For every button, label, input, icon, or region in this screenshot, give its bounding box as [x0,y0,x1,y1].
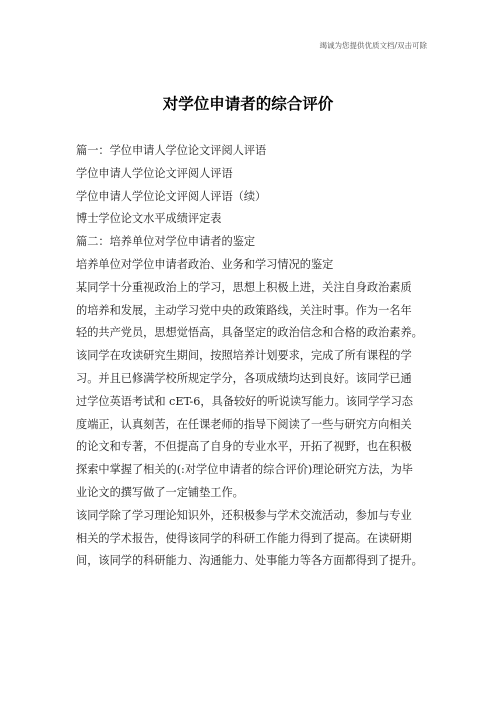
heading-line: 博士学位论文水平成绩评定表 [76,212,222,226]
paragraph-line: 轻的共产党员，思想觉悟高，具备坚定的政治信念和合格的政治素养。 [76,326,423,340]
paragraph-line: 该同学除了学习理论知识外，还积极参与学术交流活动，参加与专业 [76,508,412,522]
document-body [76,140,426,573]
paragraph-line: 该同学在攻读研究生期间，按照培养计划要求，完成了所有课程的学 [76,349,412,363]
paragraph-1 [76,277,426,505]
paragraph-line: 度端正，认真刻苦，在任课老师的指导下阅读了一些与研究方向相关 [76,417,412,431]
paragraph-line: 探索中掌握了相关的(:对学位申请者的综合评价)理论研究方法，为毕 [76,463,413,477]
header-note: 竭诚为您提供优质文档/双击可除 [319,41,427,50]
paragraph-2 [76,505,426,573]
heading-line: 学位申请人学位论文评阅人评语（续） [76,189,267,203]
paragraph-line: 的论文和专著，不但提高了自身的专业水平，开拓了视野，也在积极 [76,440,412,454]
heading-line: 篇二：培养单位对学位申请者的鉴定 [76,235,256,249]
paragraph-line: 相关的学术报告，使得该同学的科研工作能力得到了提高。在读研期 [76,531,412,545]
paragraph-line: 间，该同学的科研能力、沟通能力、处事能力等各方面都得到了提升。 [76,554,423,568]
paragraph-line: 业论文的撰写做了一定铺垫工作。 [76,485,244,499]
heading-line: 培养单位对学位申请者政治、业务和学习情况的鉴定 [76,257,334,271]
heading-line: 学位申请人学位论文评阅人评语 [76,166,233,180]
paragraph-line: 过学位英语考试和 cET-6，具备较好的听说读写能力。该同学学习态 [76,394,413,408]
paragraph-line: 某同学十分重视政治上的学习，思想上积极上进，关注自身政治素质 [76,280,412,294]
heading-line: 篇一：学位申请人学位论文评阅人评语 [76,144,267,157]
paragraph-line: 的培养和发展，主动学习党中央的政策路线，关注时事。作为一名年 [76,303,412,317]
document-title: 对学位申请者的综合评价 [162,95,334,113]
paragraph-line: 习。并且已修满学校所规定学分，各项成绩均达到良好。该同学已通 [76,371,412,385]
